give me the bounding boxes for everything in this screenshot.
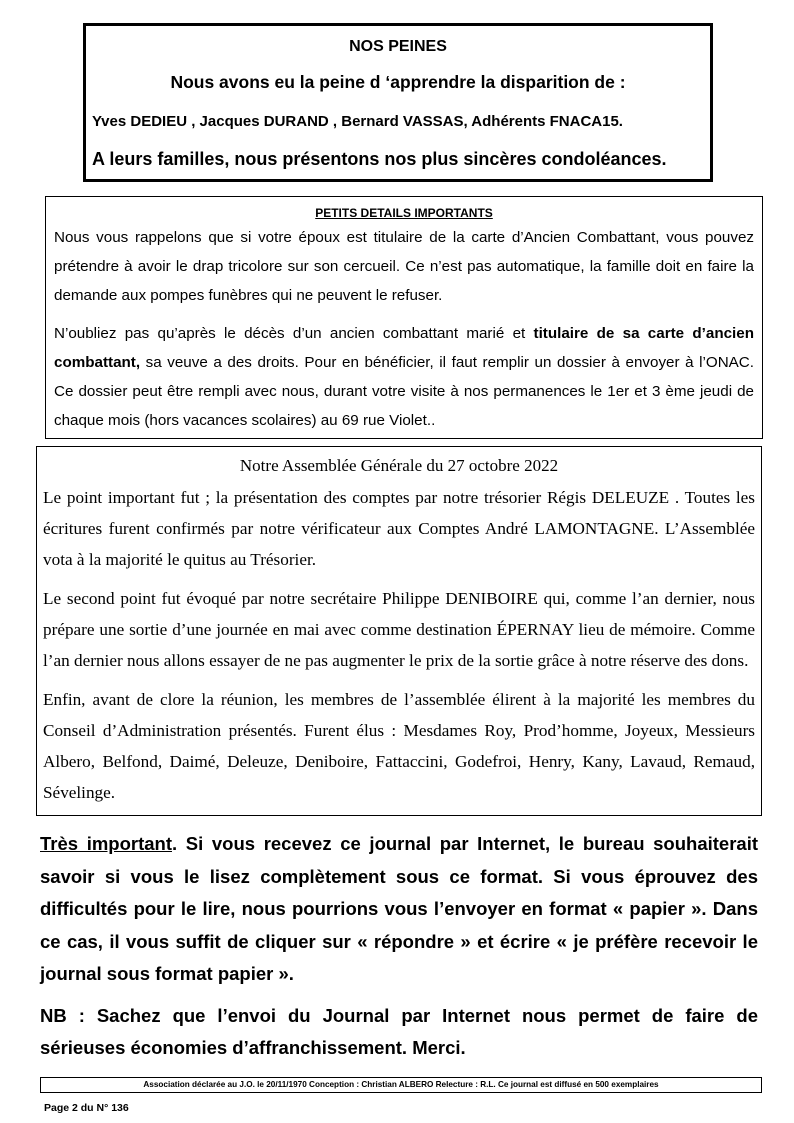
condolences-message: A leurs familles, nous présentons nos plus sincères condoléances. (92, 149, 667, 169)
general-assembly-paragraph-3: Enfin, avant de clore la réunion, les membres de l’assemblée élirent à la majorité les membres du Conseil d’Administration présentés. Furent élus : Mesdames Roy, Prod’homme, Joyeux, Messieurs Albero, Belfond, Daimé, Deleuze, Deniboire, Fattaccini, Godefroi, Henry, Kany, Lavaud, Remaud, Sévelinge. (43, 690, 755, 802)
general-assembly-paragraph-2: Le second point fut évoqué par notre secrétaire Philippe DENIBOIRE qui, comme l’an dernier, nous prépare une sortie d’une journée en mai avec comme destination ÉPERNAY lieu de mémoire. Comme l’an dernier nous allons essayer de ne pas augmenter le prix de la sortie grâce à notre réserve des dons. (43, 589, 755, 670)
footer-credits: Association déclarée au J.O. le 20/11/1970 Conception : Christian ALBERO Relecture : R.L. Ce journal est diffusé en 500 exemplaires (40, 1077, 762, 1093)
condolences-intro: Nous avons eu la peine d ‘apprendre la disparition de : (170, 72, 626, 92)
general-assembly-title: Notre Assemblée Générale du 27 octobre 2022 (239, 456, 559, 475)
condolences-box (83, 23, 713, 182)
paragraph-2-bold: titulaire de sa carte d’ancien combattant, (54, 325, 754, 371)
important-details-paragraph-1: Nous vous rappelons que si votre époux est titulaire de la carte d’Ancien Combattant, vous pouvez prétendre à avoir le drap tricolore sur son cercueil. Ce n’est pas automatique, la famille doit en faire la demande aux pompes funèbres qui ne peuvent le refuser. (54, 229, 754, 304)
internet-notice-paragraph (40, 828, 758, 991)
very-important-label: Très important (40, 833, 172, 854)
important-details-title: PETITS DETAILS IMPORTANTS (315, 206, 493, 220)
paragraph-2-start: N’oubliez pas qu’après le décès d’un ancien combattant marié et (54, 325, 534, 342)
deceased-names: Yves DEDIEU , Jacques DURAND , Bernard VASSAS, Adhérents FNACA15. (92, 113, 623, 130)
paragraph-2-end: sa veuve a des droits. Pour en bénéficier, il faut remplir un dossier à envoyer à l’ONAC. Ce dossier peut être rempli avec nous, durant votre visite à nos permanences le 1er et 3 ème jeudi de chaque mois (hors vacances scolaires) au 69 rue Violet.. (54, 354, 754, 429)
internet-notice (40, 828, 758, 1065)
general-assembly-paragraph-1: Le point important fut ; la présentation des comptes par notre trésorier Régis DELEUZE . Toutes les écritures furent confirmés par notre vérificateur aux Comptes André LAMONTAGNE. L’Assemblée vota à la majorité le quitus au Trésorier. (43, 488, 755, 569)
important-details-paragraph-2 (54, 319, 754, 435)
condolences-title: NOS PEINES (349, 38, 447, 55)
general-assembly-box (36, 446, 762, 816)
nb-paragraph: NB : Sachez que l’envoi du Journal par Internet nous permet de faire de sérieuses économies d’affranchissement. Merci. (40, 1004, 758, 1058)
important-details-box (45, 196, 763, 439)
page-number: Page 2 du N° 136 (44, 1102, 129, 1114)
internet-notice-text: . Si vous recevez ce journal par Internet, le bureau souhaiterait savoir si vous le lisez complètement sous ce format. Si vous éprouvez des difficultés pour le lire, nous pourrions vous l’envoyer en format « papier ». Dans ce cas, il vous suffit de cliquer sur « répondre » et écrire « je préfère recevoir le journal sous format papier ». (40, 833, 758, 984)
